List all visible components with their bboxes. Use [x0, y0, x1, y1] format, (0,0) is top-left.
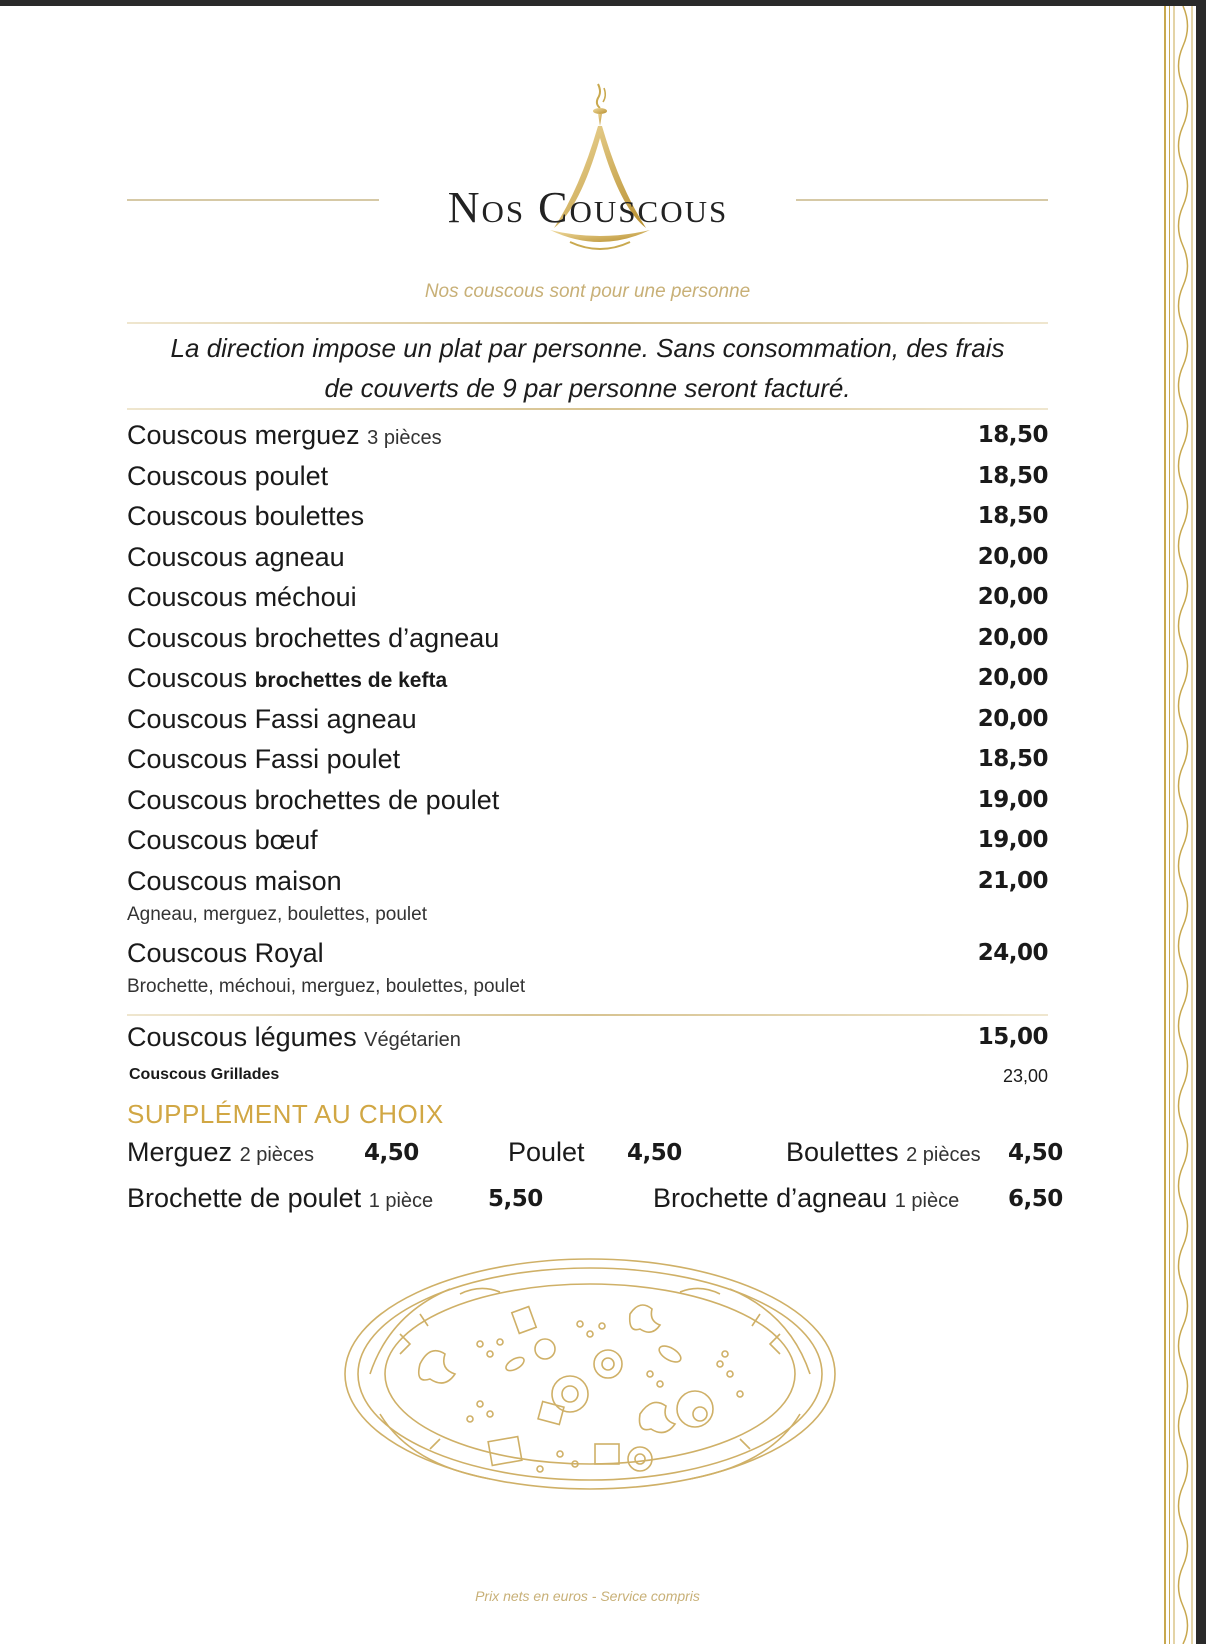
- menu-item: [127, 663, 1048, 704]
- decorative-border: [1150, 6, 1196, 1644]
- notice-divider-top: [127, 322, 1048, 324]
- page-title: Nos Couscous: [447, 183, 729, 232]
- item-name: Couscous bœuf: [127, 825, 318, 855]
- supplement-name: Brochette de poulet: [127, 1183, 362, 1213]
- item-name: Couscous Royal: [127, 937, 324, 968]
- supplement-item: [508, 1137, 585, 1168]
- item-name: Couscous boulettes: [127, 501, 365, 531]
- supplement-note: 2 pièces: [906, 1144, 981, 1166]
- supplement-name: Brochette d’agneau: [653, 1183, 888, 1213]
- item-description: Agneau, merguez, boulettes, poulet: [127, 903, 427, 925]
- item-price: 18,50: [977, 746, 1048, 772]
- item-name: Couscous méchoui: [127, 582, 357, 612]
- notice-line-1: La direction impose un plat par personne. Sans consommation, des frais: [170, 333, 1005, 363]
- divider: [127, 1014, 1048, 1016]
- item-note: Végétarien: [364, 1028, 461, 1051]
- tajine-logo-icon: [540, 78, 660, 268]
- supplement-note: 2 pièces: [239, 1144, 315, 1166]
- menu-item: [127, 785, 1048, 826]
- title-rule-right: [796, 199, 1048, 201]
- item-name: Couscous brochettes d’agneau: [127, 622, 500, 653]
- menu-item-grillades: [127, 1062, 1048, 1094]
- item-name: Couscous légumes: [127, 1021, 357, 1052]
- notice-line-2: de couverts de 9 par personne seront facturé.: [324, 373, 851, 403]
- supplement-title: SUPPLÉMENT AU CHOIX: [127, 1099, 444, 1129]
- footer-note: Prix nets en euros - Service compris: [475, 1588, 700, 1604]
- title-rule-left: [127, 199, 379, 201]
- menu-item: [127, 938, 1048, 1010]
- supplement-name: Merguez: [127, 1137, 233, 1167]
- supplement-item: [653, 1183, 959, 1214]
- menu-item: [127, 501, 1048, 542]
- item-price: 18,50: [977, 503, 1048, 529]
- item-price: 20,00: [977, 543, 1048, 570]
- item-name: Couscous Fassi poulet: [127, 744, 401, 774]
- menu-item: [127, 623, 1048, 664]
- item-name: Couscous Fassi agneau: [127, 703, 417, 734]
- item-price: 20,00: [977, 584, 1048, 610]
- page-subtitle: Nos couscous sont pour une personne: [424, 281, 751, 302]
- item-name: Couscous maison: [127, 865, 342, 896]
- supplement-note: 1 pièce: [894, 1190, 960, 1212]
- item-name: Couscous poulet: [127, 460, 329, 491]
- menu-page: [0, 6, 1196, 1644]
- item-name: Couscous: [127, 663, 248, 693]
- supplement-price: 4,50: [364, 1140, 419, 1166]
- item-name: Couscous brochettes de poulet: [127, 784, 500, 815]
- menu-item: [127, 704, 1048, 745]
- item-name: Couscous agneau: [127, 541, 345, 572]
- item-name: Couscous merguez: [127, 420, 360, 450]
- supplement-item: [127, 1137, 314, 1168]
- item-price: 20,00: [977, 624, 1048, 651]
- supplement-item: [127, 1183, 433, 1214]
- item-name-bold: brochettes de kefta: [254, 669, 448, 692]
- item-price: 24,00: [977, 939, 1048, 966]
- menu-item: [127, 744, 1048, 785]
- supplement-price: 5,50: [488, 1186, 543, 1212]
- menu-items: [127, 420, 1048, 1094]
- menu-item-vegetarian: [127, 1022, 1048, 1063]
- menu-item: [127, 420, 1048, 461]
- menu-item: [127, 866, 1048, 938]
- supplement-note: 1 pièce: [368, 1190, 434, 1212]
- item-price: 15,00: [977, 1023, 1048, 1050]
- notice-divider-bottom: [127, 408, 1048, 410]
- supplement-name: Boulettes: [786, 1137, 899, 1167]
- item-price: 18,50: [977, 462, 1048, 489]
- supplement-item: [786, 1137, 981, 1168]
- item-price: 23,00: [1002, 1066, 1048, 1086]
- menu-item: [127, 461, 1048, 502]
- supplement-price: 4,50: [1008, 1140, 1063, 1166]
- supplement-price: 6,50: [1008, 1186, 1063, 1212]
- item-name: Couscous Grillades: [129, 1066, 280, 1083]
- item-price: 19,00: [977, 786, 1048, 813]
- menu-item: [127, 582, 1048, 623]
- menu-item: [127, 542, 1048, 583]
- item-note: 3 pièces: [367, 427, 442, 449]
- item-description: Brochette, méchoui, merguez, boulettes, poulet: [127, 975, 526, 997]
- item-price: 21,00: [977, 867, 1048, 894]
- item-price: 20,00: [977, 665, 1048, 691]
- item-price: 20,00: [977, 705, 1048, 732]
- notice: [127, 328, 1048, 408]
- item-price: 18,50: [977, 422, 1048, 448]
- menu-item: [127, 825, 1048, 866]
- couscous-plate-illustration: [340, 1254, 840, 1494]
- item-price: 19,00: [977, 827, 1048, 853]
- supplement-price: 4,50: [627, 1140, 682, 1166]
- supplement-name: Poulet: [508, 1137, 585, 1167]
